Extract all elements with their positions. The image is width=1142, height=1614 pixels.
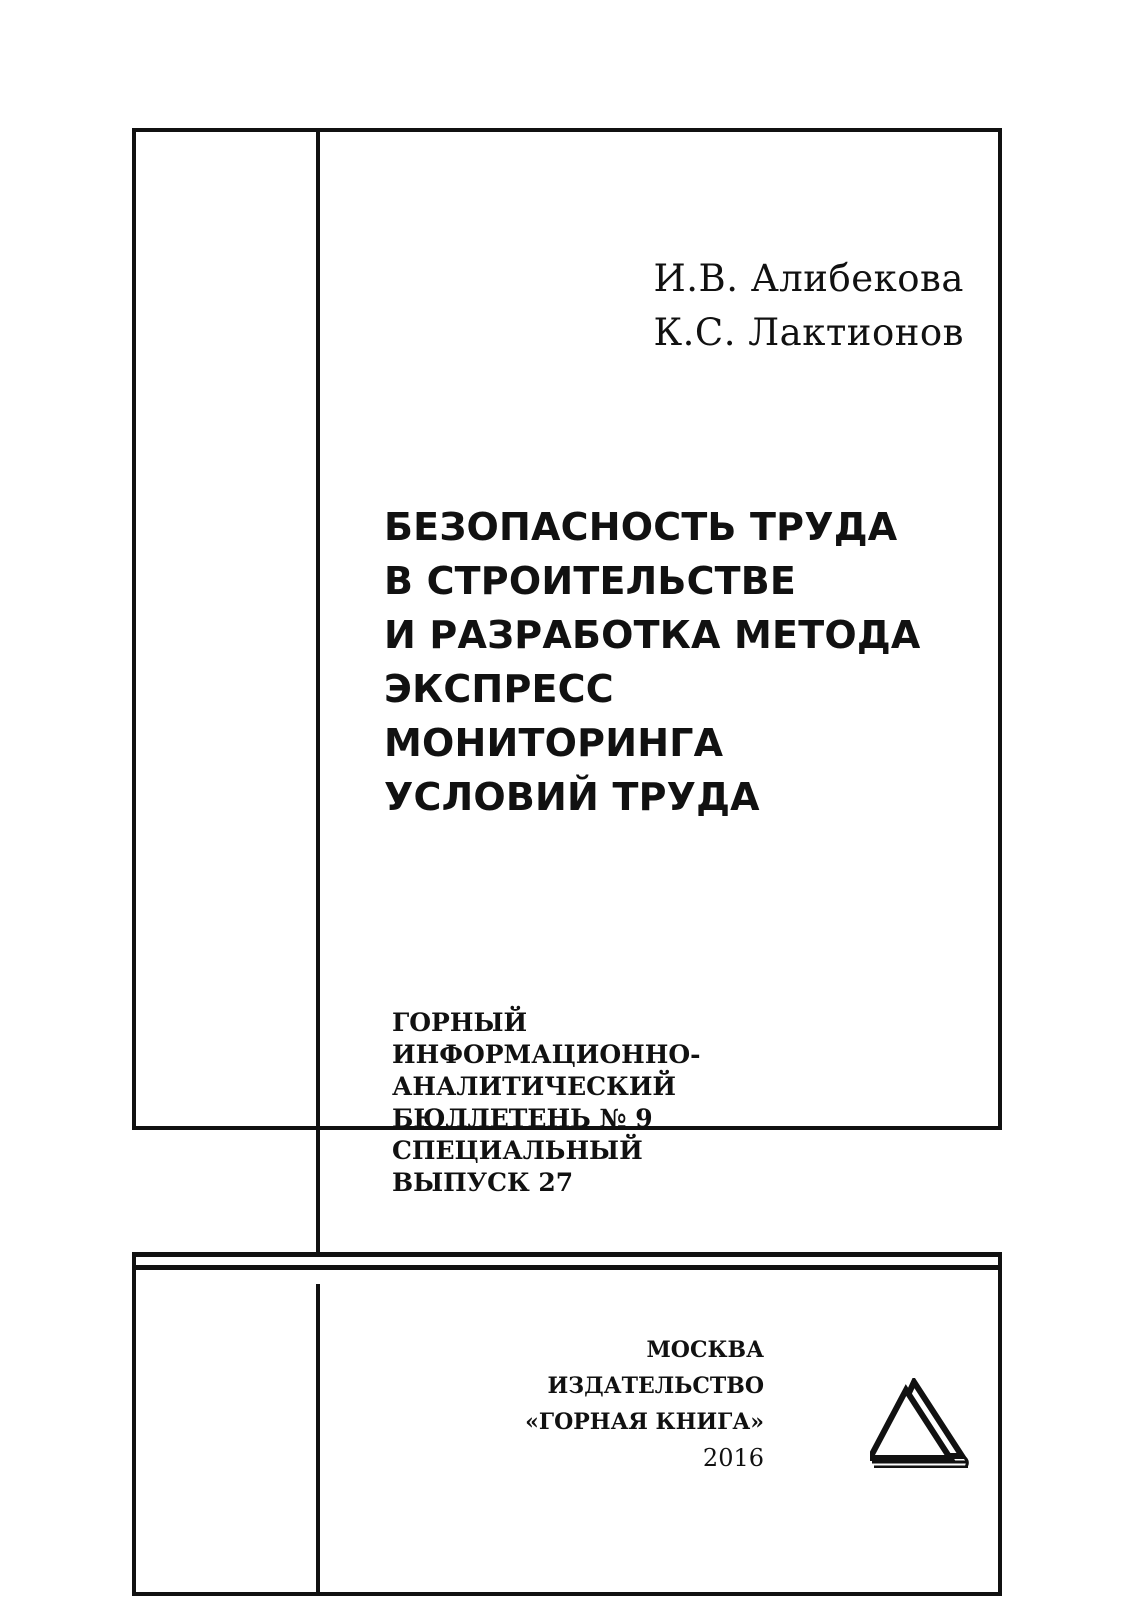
series-line: АНАЛИТИЧЕСКИЙ	[392, 1072, 677, 1101]
series-info	[392, 1007, 812, 1199]
title-line: УСЛОВИЙ ТРУДА	[384, 775, 760, 819]
vertical-rule-bottom	[316, 1284, 320, 1596]
publisher-name: «ГОРНАЯ КНИГА»	[525, 1409, 764, 1435]
publisher-block	[525, 1332, 764, 1476]
book-title	[384, 500, 974, 824]
publisher-label: ИЗДАТЕЛЬСТВО	[547, 1373, 764, 1399]
series-line: БЮЛЛЕТЕНЬ № 9	[392, 1104, 653, 1133]
publication-year: 2016	[702, 1444, 764, 1472]
title-line: МОНИТОРИНГА	[384, 721, 724, 765]
title-line: ЭКСПРЕСС	[384, 667, 614, 711]
series-line: ИНФОРМАЦИОННО-	[392, 1040, 701, 1069]
horizontal-rule-1	[132, 1252, 1002, 1257]
left-connector	[132, 1252, 136, 1270]
right-connector	[998, 1252, 1002, 1270]
series-line: ВЫПУСК 27	[392, 1168, 574, 1197]
authors	[654, 252, 964, 360]
title-line: И РАЗРАБОТКА МЕТОДА	[384, 613, 921, 657]
series-line: ГОРНЫЙ	[392, 1008, 528, 1037]
publisher-logo-icon	[870, 1378, 970, 1468]
title-line: БЕЗОПАСНОСТЬ ТРУДА	[384, 505, 898, 549]
author-1: И.В. Алибекова	[653, 257, 964, 300]
vertical-rule-top	[316, 128, 320, 1252]
publisher-city: МОСКВА	[646, 1337, 764, 1363]
series-line: СПЕЦИАЛЬНЫЙ	[392, 1136, 643, 1165]
title-line: В СТРОИТЕЛЬСТВЕ	[384, 559, 797, 603]
author-2: К.С. Лактионов	[653, 311, 964, 354]
